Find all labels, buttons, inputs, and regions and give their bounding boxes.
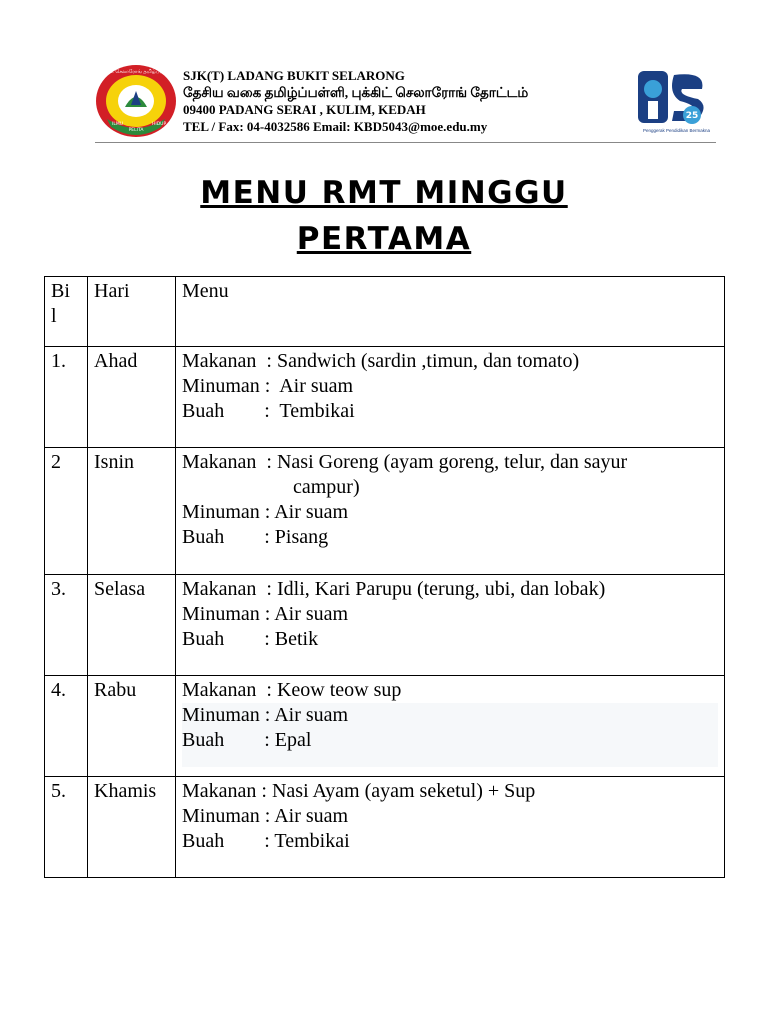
table-row [45, 347, 725, 448]
cell-menu [176, 575, 725, 676]
menu-buah: Buah : Epal [182, 729, 312, 751]
cell-hari: Isnin [88, 448, 176, 575]
menu-makanan: Makanan : Nasi Goreng (ayam goreng, telur, dan sayur [182, 451, 628, 473]
logo-center-text: PELITA [128, 128, 144, 133]
menu-buah: Buah : Tembikai [182, 830, 350, 852]
cell-menu [176, 777, 725, 878]
title-line-2: PERTAMA [296, 221, 472, 257]
school-crest-logo [95, 63, 177, 139]
logo-top-text: புக்கிட் செலாரோங் தமிழ்ப்பள்ளி [98, 69, 174, 75]
menu-buah: Buah : Tembikai [182, 400, 355, 422]
menu-minuman: Minuman : Air suam [182, 375, 354, 397]
header-menu: Menu [176, 277, 725, 347]
menu-makanan-continued: campur) [293, 476, 360, 498]
header-hari: Hari [88, 277, 176, 347]
cell-menu [176, 448, 725, 575]
logo-left-text: ILMU [112, 122, 124, 127]
letterhead-divider [95, 142, 716, 143]
cell-menu [176, 676, 725, 777]
menu-minuman: Minuman : Air suam [182, 501, 349, 523]
cell-hari: Ahad [88, 347, 176, 448]
anniversary-badge-logo [636, 67, 708, 137]
shade-padding [182, 753, 718, 767]
header-bil [45, 277, 88, 347]
badge-caption: Penggerak Pendidikan Bermakna [642, 128, 710, 133]
menu-minuman: Minuman : Air suam [182, 805, 349, 827]
cell-hari: Selasa [88, 575, 176, 676]
header-bil-part2: l [51, 305, 57, 327]
menu-makanan: Makanan : Keow teow sup [182, 679, 402, 701]
menu-makanan: Makanan : Idli, Kari Parupu (terung, ubi, dan lobak) [182, 578, 606, 600]
school-contact: TEL / Fax: 04-4032586 Email: KBD5043@moe.edu.my [183, 119, 488, 134]
table-row [45, 676, 725, 777]
school-name-tamil: தேசிய வகை தமிழ்ப்பள்ளி, புக்கிட் செலாரோங் தோட்டம் [183, 85, 529, 100]
menu-makanan: Makanan : Sandwich (sardin ,timun, dan tomato) [182, 350, 580, 372]
menu-table [44, 276, 725, 878]
cell-menu [176, 347, 725, 448]
page-title [0, 170, 768, 262]
menu-minuman: Minuman : Air suam [182, 603, 349, 625]
menu-makanan: Makanan : Nasi Ayam (ayam seketul) + Sup [182, 780, 536, 802]
menu-buah: Buah : Betik [182, 628, 319, 650]
header-bil-part1: Bi [51, 280, 70, 302]
cell-bil: 3. [45, 575, 88, 676]
school-name: SJK(T) LADANG BUKIT SELARONG [183, 68, 405, 83]
cell-hari: Rabu [88, 676, 176, 777]
school-info [183, 67, 528, 135]
cell-bil: 4. [45, 676, 88, 777]
menu-minuman: Minuman : Air suam [182, 704, 349, 726]
cell-bil: 2 [45, 448, 88, 575]
table-header-row [45, 277, 725, 347]
letterhead [95, 57, 716, 143]
cell-hari: Khamis [88, 777, 176, 878]
title-line-1: MENU RMT MINGGU [200, 175, 568, 211]
menu-buah: Buah : Pisang [182, 526, 329, 548]
school-address: 09400 PADANG SERAI , KULIM, KEDAH [183, 102, 426, 117]
cell-bil: 1. [45, 347, 88, 448]
table-row [45, 448, 725, 575]
table-row [45, 777, 725, 878]
cell-bil: 5. [45, 777, 88, 878]
badge-number: 25 [685, 111, 699, 121]
logo-right-text: HIDUP [152, 122, 167, 127]
menu-shaded-block [182, 703, 718, 767]
table-row [45, 575, 725, 676]
